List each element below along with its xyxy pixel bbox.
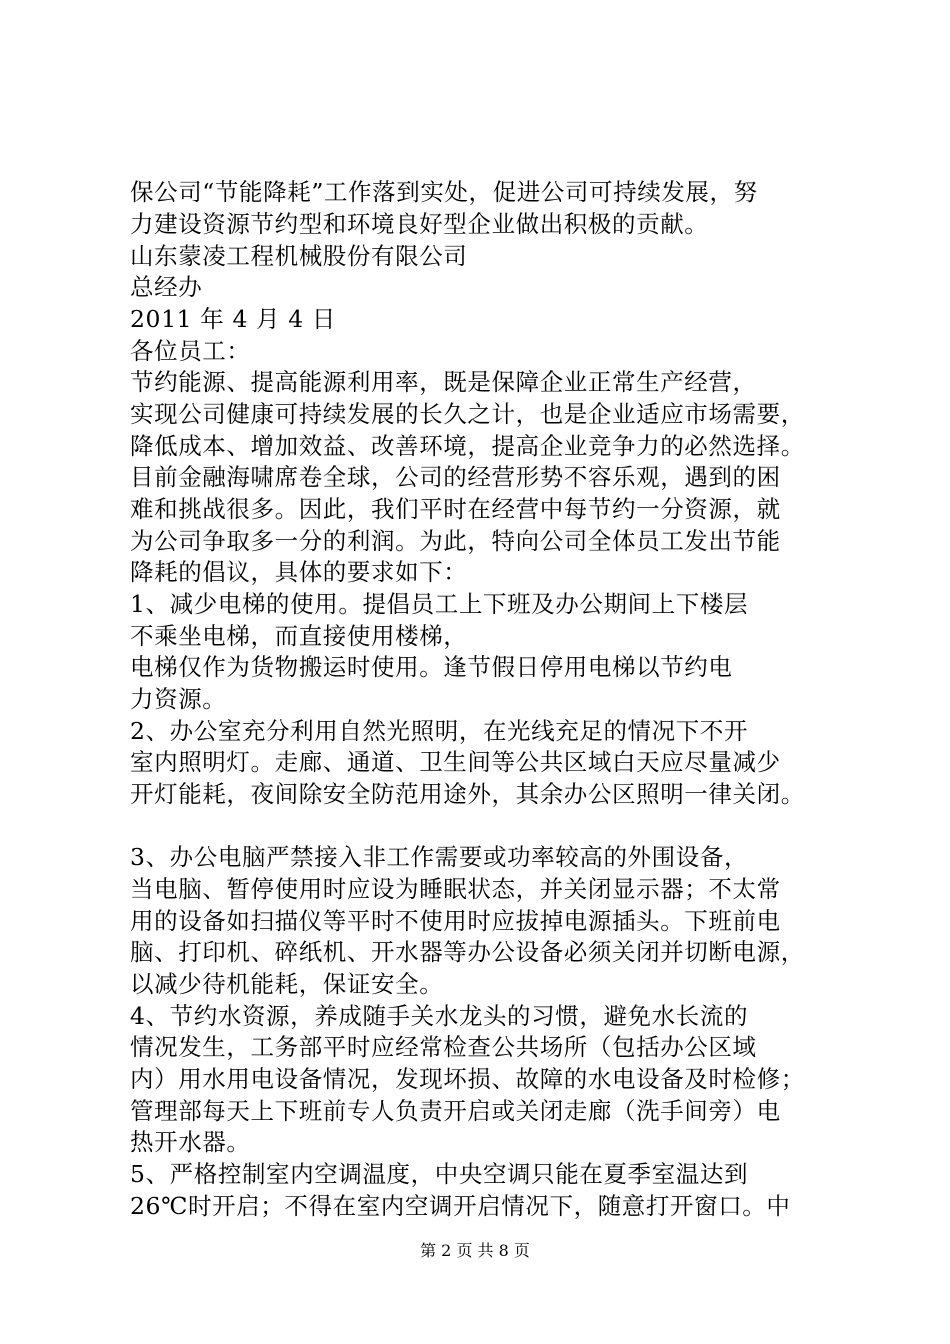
body-line: 管理部每天上下班前专人负责开启或关闭走廊（洗手间旁）电 [130,1097,781,1125]
body-line: 2、办公室充分利用自然光照明，在光线充足的情况下不开 [130,717,749,745]
salutation: 各位员工： [130,337,251,365]
body-line: 实现公司健康可持续发展的长久之计，也是企业适应市场需要， [130,400,805,428]
body-line: 力建设资源节约型和环境良好型企业做出积极的贡献。 [130,210,709,238]
body-line: 当电脑、暂停使用时应设为睡眠状态，并关闭显示器；不太常 [130,875,781,903]
body-line: 目前金融海啸席卷全球，公司的经营形势不容乐观，遇到的困 [130,463,781,491]
body-line: 1、减少电梯的使用。提倡员工上下班及办公期间上下楼层 [130,590,749,618]
body-line: 5、严格控制室内空调温度，中央空调只能在夏季室温达到 [130,1160,749,1188]
body-line: 难和挑战很多。因此，我们平时在经营中每节约一分资源，就 [130,495,781,523]
company-name: 山东蒙凌工程机械股份有限公司 [130,242,468,270]
body-line: 力资源。 [130,685,227,713]
body-line: 室内照明灯。走廊、通道、卫生间等公共区域白天应尽量减少 [130,748,781,776]
body-line: 以减少待机能耗，保证安全。 [130,970,444,998]
body-line: 不乘坐电梯，而直接使用楼梯， [130,622,468,650]
body-line: 降低成本、增加效益、改善环境，提高企业竞争力的必然选择。 [130,432,805,460]
body-line: 开灯能耗，夜间除安全防范用途外，其余办公区照明一律关闭。 [130,780,805,808]
body-line: 3、办公电脑严禁接入非工作需要或功率较高的外围设备， [130,843,749,871]
body-line: 用的设备如扫描仪等平时不使用时应拔掉电源插头。下班前电 [130,907,781,935]
body-line: 热开水器。 [130,1128,251,1156]
page-footer: 第 2 页 共 8 页 [420,1241,530,1260]
body-line: 脑、打印机、碎纸机、开水器等办公设备必须关闭并切断电源， [130,938,805,966]
body-line: 降耗的倡议，具体的要求如下： [130,558,468,586]
body-line: 4、节约水资源，养成随手关水龙头的习惯，避免水长流的 [130,1002,749,1030]
body-line: 情况发生，工务部平时应经常检查公共场所（包括办公区域 [130,1033,757,1061]
document-date: 2011 年 4 月 4 日 [130,305,336,333]
body-line: 节约能源、提高能源利用率，既是保障企业正常生产经营， [130,368,757,396]
body-line: 内）用水用电设备情况，发现坏损、故障的水电设备及时检修； [130,1065,805,1093]
body-line: 保公司“节能降耗”工作落到实处，促进公司可持续发展，努 [130,178,758,206]
body-line: 为公司争取多一分的利润。为此，特向公司全体员工发出节能 [130,527,781,555]
body-line: 26℃时开启；不得在室内空调开启情况下，随意打开窗口。中 [130,1192,791,1220]
body-line: 电梯仅作为货物搬运时使用。逢节假日停用电梯以节约电 [130,653,733,681]
department-name: 总经办 [130,273,203,301]
